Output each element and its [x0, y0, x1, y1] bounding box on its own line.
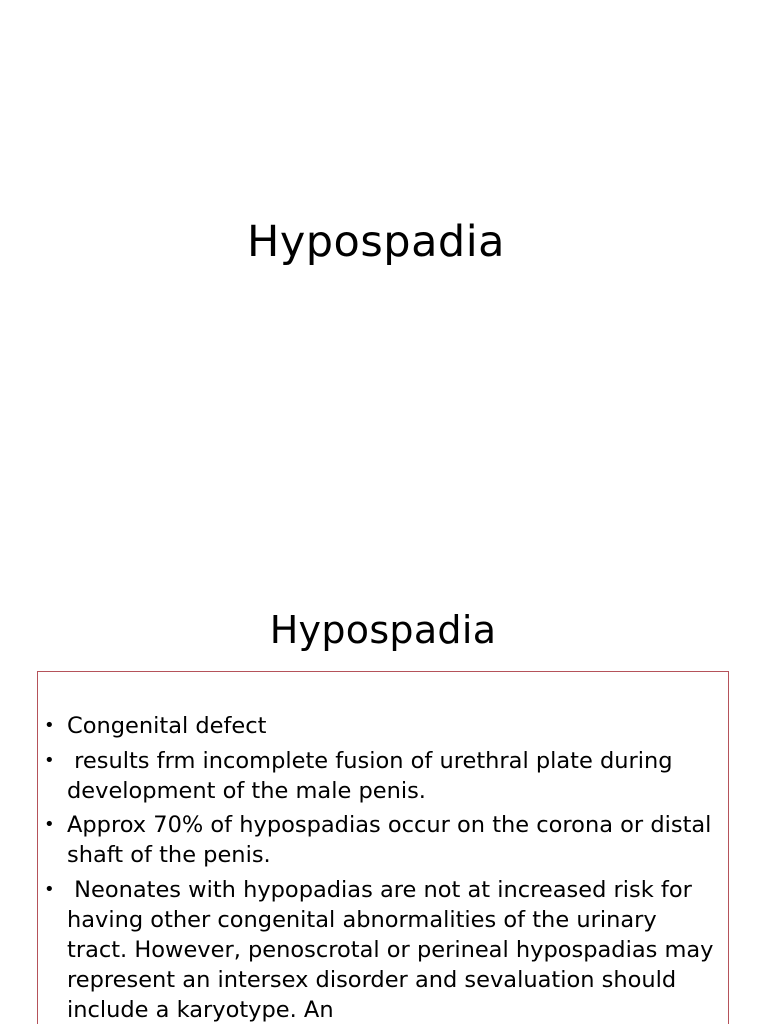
slide-2-title: Hypospadia — [269, 608, 497, 652]
slide-1-title: Hypospadia — [246, 217, 506, 267]
bullet-list — [44, 711, 724, 1024]
bullet-item — [44, 746, 724, 806]
bullet-marker: • — [44, 749, 55, 771]
bullet-marker: • — [44, 715, 55, 736]
content-box — [37, 671, 729, 1024]
bullet-text: Neonates with hypopadias are not at increased risk for having other congenital abnormalities of the urinary tract. However, penoscrotal or perineal hypospadias may represent an intersex disorder and sevaluation should include a karyotype. An — [67, 876, 721, 1023]
bullet-item — [44, 711, 724, 741]
bullet-text: Approx 70% of hypospadias occur on the corona or distal shaft of the penis. — [67, 812, 719, 868]
bullet-marker: • — [44, 878, 55, 900]
bullet-text: results frm incomplete fusion of urethral plate during development of the male penis. — [67, 747, 680, 804]
bullet-marker: • — [44, 814, 55, 835]
bullet-text: Congenital defect — [67, 713, 267, 739]
bullet-item — [44, 810, 724, 870]
bullet-item — [44, 875, 724, 1024]
